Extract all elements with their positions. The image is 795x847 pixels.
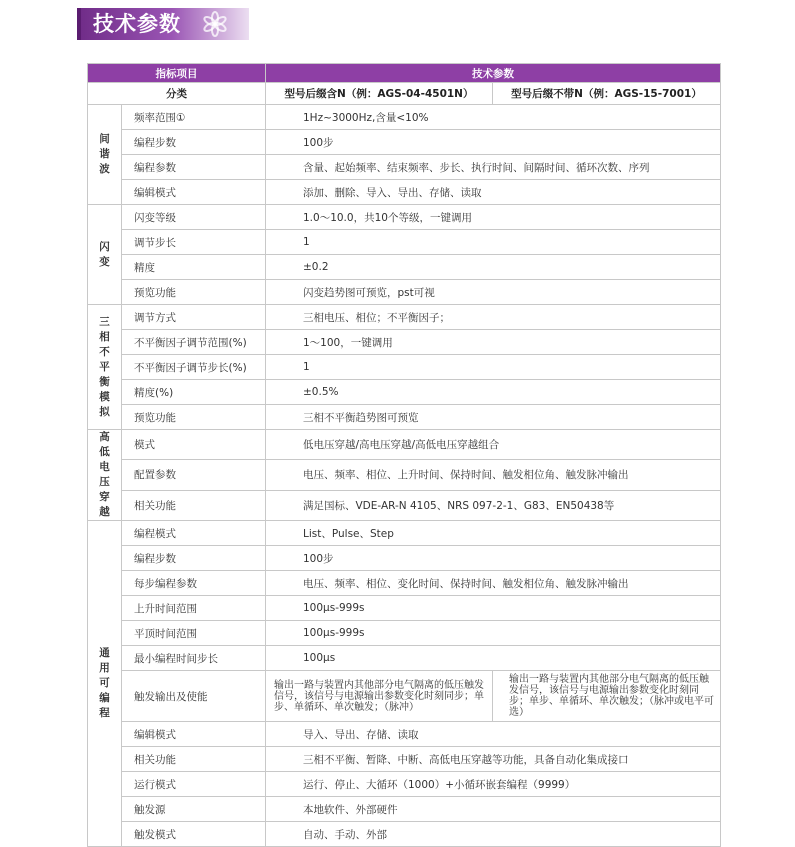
- param-value: List、Pulse、Step: [266, 521, 721, 546]
- param-value: 1: [266, 230, 721, 255]
- param-name: 触发输出及使能: [122, 671, 266, 722]
- param-name: 预览功能: [122, 405, 266, 430]
- col-header-spec: 技术参数: [266, 64, 721, 83]
- spec-table: [87, 63, 721, 847]
- table-row: [88, 621, 721, 646]
- param-value: 1: [266, 355, 721, 380]
- param-name: 编辑模式: [122, 722, 266, 747]
- param-name: 不平衡因子调节范围(%): [122, 330, 266, 355]
- category-label: 三相不平衡模拟: [99, 315, 110, 418]
- category-label: 间谐波: [99, 133, 110, 175]
- table-row: [88, 305, 721, 330]
- category-cell: [88, 105, 122, 205]
- param-value: 三相不平衡趋势图可预览: [266, 405, 721, 430]
- param-name: 精度: [122, 255, 266, 280]
- param-name: 相关功能: [122, 490, 266, 520]
- table-row: [88, 646, 721, 671]
- param-value: 三相电压、相位；不平衡因子；: [266, 305, 721, 330]
- param-value: 满足国标、VDE-AR-N 4105、NRS 097-2-1、G83、EN50438等: [266, 490, 721, 520]
- table-subheader-row: [88, 83, 721, 105]
- param-value: 1.0～10.0，共10个等级，一键调用: [266, 205, 721, 230]
- param-value: ±0.5%: [266, 380, 721, 405]
- param-value-with-n: 输出一路与装置内其他部分电气隔离的低压触发信号，该信号与电源输出参数变化时刻同步；单步、单循环、单次触发；（脉冲）: [266, 671, 493, 722]
- param-name: 相关功能: [122, 747, 266, 772]
- param-value: 自动、手动、外部: [266, 822, 721, 847]
- table-row: [88, 722, 721, 747]
- table-row: [88, 571, 721, 596]
- param-name: 触发源: [122, 797, 266, 822]
- table-row: [88, 180, 721, 205]
- param-value-without-n: 输出一路与装置内其他部分电气隔离的低压触发信号，该信号与电源输出参数变化时刻同步；单步、单循环、单次触发；（脉冲或电平可选）: [493, 671, 721, 722]
- table-header-row: [88, 64, 721, 83]
- table-row: [88, 671, 721, 722]
- table-row: [88, 430, 721, 460]
- section-title-bar: [77, 8, 249, 40]
- param-value: 闪变趋势图可预览，pst可视: [266, 280, 721, 305]
- subheader-with-n: 型号后缀含N（例：AGS-04-4501N）: [266, 83, 493, 105]
- flower-icon: [201, 10, 229, 38]
- table-row: [88, 130, 721, 155]
- param-name: 调节步长: [122, 230, 266, 255]
- category-label: 高低电压穿越: [99, 431, 110, 518]
- param-value: 1～100，一键调用: [266, 330, 721, 355]
- param-name: 闪变等级: [122, 205, 266, 230]
- param-name: 不平衡因子调节步长(%): [122, 355, 266, 380]
- param-name: 配置参数: [122, 460, 266, 490]
- table-row: [88, 380, 721, 405]
- table-row: [88, 355, 721, 380]
- table-row: [88, 155, 721, 180]
- table-row: [88, 490, 721, 520]
- table-row: [88, 822, 721, 847]
- param-name: 触发模式: [122, 822, 266, 847]
- table-row: [88, 596, 721, 621]
- subheader-category: 分类: [88, 83, 266, 105]
- param-value: 100μs-999s: [266, 621, 721, 646]
- param-name: 调节方式: [122, 305, 266, 330]
- category-cell: [88, 305, 122, 430]
- param-value: 导入、导出、存储、读取: [266, 722, 721, 747]
- param-name: 编程步数: [122, 130, 266, 155]
- category-cell: [88, 430, 122, 521]
- table-row: [88, 772, 721, 797]
- param-name: 频率范围①: [122, 105, 266, 130]
- category-cell: [88, 205, 122, 305]
- category-label: 通用可编程: [99, 647, 110, 719]
- table-row: [88, 105, 721, 130]
- table-row: [88, 405, 721, 430]
- param-name: 编辑模式: [122, 180, 266, 205]
- param-name: 编程参数: [122, 155, 266, 180]
- table-row: [88, 521, 721, 546]
- table-row: [88, 797, 721, 822]
- param-name: 预览功能: [122, 280, 266, 305]
- param-name: 运行模式: [122, 772, 266, 797]
- param-name: 模式: [122, 430, 266, 460]
- param-value: 100步: [266, 130, 721, 155]
- param-name: 精度(%): [122, 380, 266, 405]
- param-value: 添加、删除、导入、导出、存储、读取: [266, 180, 721, 205]
- param-name: 编程模式: [122, 521, 266, 546]
- category-cell: [88, 521, 122, 847]
- table-row: [88, 330, 721, 355]
- param-name: 平顶时间范围: [122, 621, 266, 646]
- param-value: 100μs-999s: [266, 596, 721, 621]
- param-value: 低电压穿越/高电压穿越/高低电压穿越组合: [266, 430, 721, 460]
- page-title: 技术参数: [93, 12, 181, 36]
- col-header-item: 指标项目: [88, 64, 266, 83]
- param-value: 电压、频率、相位、上升时间、保持时间、触发相位角、触发脉冲输出: [266, 460, 721, 490]
- table-row: [88, 255, 721, 280]
- table-row: [88, 230, 721, 255]
- title-accent: [77, 8, 81, 40]
- param-value: 本地软件、外部硬件: [266, 797, 721, 822]
- param-name: 最小编程时间步长: [122, 646, 266, 671]
- param-value: ±0.2: [266, 255, 721, 280]
- param-name: 每步编程参数: [122, 571, 266, 596]
- category-label: 闪变: [99, 240, 110, 268]
- param-value: 100步: [266, 546, 721, 571]
- table-row: [88, 460, 721, 490]
- param-name: 上升时间范围: [122, 596, 266, 621]
- table-row: [88, 747, 721, 772]
- subheader-without-n: 型号后缀不带N（例：AGS-15-7001）: [493, 83, 721, 105]
- table-row: [88, 205, 721, 230]
- table-row: [88, 546, 721, 571]
- param-value: 三相不平衡、暂降、中断、高低电压穿越等功能，具备自动化集成接口: [266, 747, 721, 772]
- param-value: 含量、起始频率、结束频率、步长、执行时间、间隔时间、循环次数、序列: [266, 155, 721, 180]
- table-row: [88, 280, 721, 305]
- param-name: 编程步数: [122, 546, 266, 571]
- param-value: 100μs: [266, 646, 721, 671]
- param-value: 1Hz~3000Hz,含量<10%: [266, 105, 721, 130]
- param-value: 运行、停止、大循环（1000）+小循环嵌套编程（9999）: [266, 772, 721, 797]
- param-value: 电压、频率、相位、变化时间、保持时间、触发相位角、触发脉冲输出: [266, 571, 721, 596]
